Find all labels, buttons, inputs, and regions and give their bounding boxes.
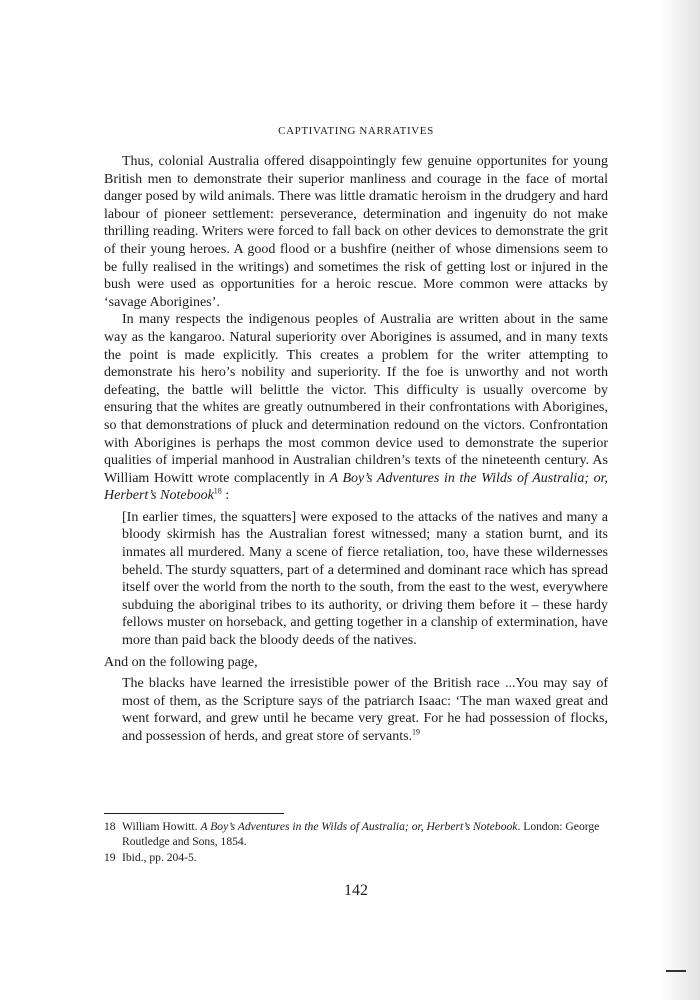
bridge-sentence: And on the following page,: [104, 654, 258, 670]
scan-edge-shadow: [660, 0, 700, 1000]
paragraph-1: Thus, colonial Australia offered disappointingly few genuine opportunites for young British men to demonstrate their superior manliness and courage in the face of mortal danger posed by wild animals. There was little dramatic heroism in the drudgery and hard labour of pioneer settlement: perseverance, determination and ingenuity do not make thrilling reading. Writers were forced to fall back on other devices to demonstrate the grit of their young heroes. A good flood or a bushfire (neither of whose dimensions seem to be fully realised in the writings) and sometimes the risk of getting lost or injured in the bush were used as opportunities for a heroic rescue. More common were attacks by ‘savage Aborigines’.: [104, 154, 608, 310]
paragraph-2: [104, 311, 608, 505]
footnotes: [104, 813, 608, 868]
book-title: A Boy’s Adventures in the Wilds of Australia; or, Herbert’s Notebook: [104, 470, 609, 504]
footnote-title: A Boy’s Adventures in the Wilds of Australia; or, Herbert’s Notebook: [200, 820, 518, 833]
footnote-number: 19: [104, 851, 116, 864]
footnote-publisher: . London: George Routledge and Sons, 1854.: [122, 820, 600, 848]
footnote-rule: [104, 813, 284, 814]
body-text: [104, 153, 608, 750]
footnote-number: 18: [104, 820, 116, 833]
footnote-text: Ibid., pp. 204-5.: [122, 851, 197, 864]
footnote-19: [104, 851, 608, 866]
footnote-author: William Howitt.: [122, 820, 201, 833]
footnote-text: [122, 820, 608, 849]
paragraph-2-text: In many respects the indigenous peoples of Australia are written about in the same way as the kangaroo. Natural superiority over Aborigines is assumed, and in many texts the point is made explicitly. This creates a problem for the writer attempting to demonstrate his hero’s nobility and superiority. If the foe is unworthy and not worth defeating, the battle will belittle the victor. This difficulty is usually overcome by ensuring that the whites are greatly outnumbered in their confrontations with Aborigines, so that demonstrations of pluck and determination redound on the victors. Confrontation with Aborigines is perhaps the most common device used to demonstrate the superior qualities of imperial manhood in Australian children’s texts of the nineteenth century. As William Howitt wrote complacently in: [104, 312, 608, 486]
footnote-ref-19[interactable]: 19: [412, 727, 421, 737]
footnote-18: [104, 820, 608, 849]
scan-mark: [666, 970, 686, 972]
running-head: CAPTIVATING NARRATIVES: [278, 125, 434, 137]
footnote-ref-18[interactable]: 18: [213, 486, 222, 496]
block-quote-1: [In earlier times, the squatters] were exposed to the attacks of the natives and many a bloody skirmish has the Australian forest witnessed; many a station burnt, and its inmates all murdered. Many a scene of fierce retaliation, too, have these wildernesses beheld. The sturdy squatters, part of a determined and dominant race which has spread itself over the world from the north to the south, from the east to the west, everywhere subduing the aboriginal tribes to its authority, or driving them before it – these hardy fellows muster on horseback, and getting together in a clanship of extermination, have more than paid back the bloody deeds of the natives.: [122, 509, 608, 649]
block-quote-2-text: The blacks have learned the irresistible power of the British race ...You may say of most of them, as the Scripture says of the patriarch Isaac: ‘The man waxed great and went forward, and grew until he became very great. For he had possession of flocks, and possession of herds, and great store of servants.: [122, 676, 608, 744]
page-number: 142: [344, 882, 368, 899]
paragraph-2-end: :: [221, 488, 230, 504]
block-quote-2: [122, 675, 608, 745]
